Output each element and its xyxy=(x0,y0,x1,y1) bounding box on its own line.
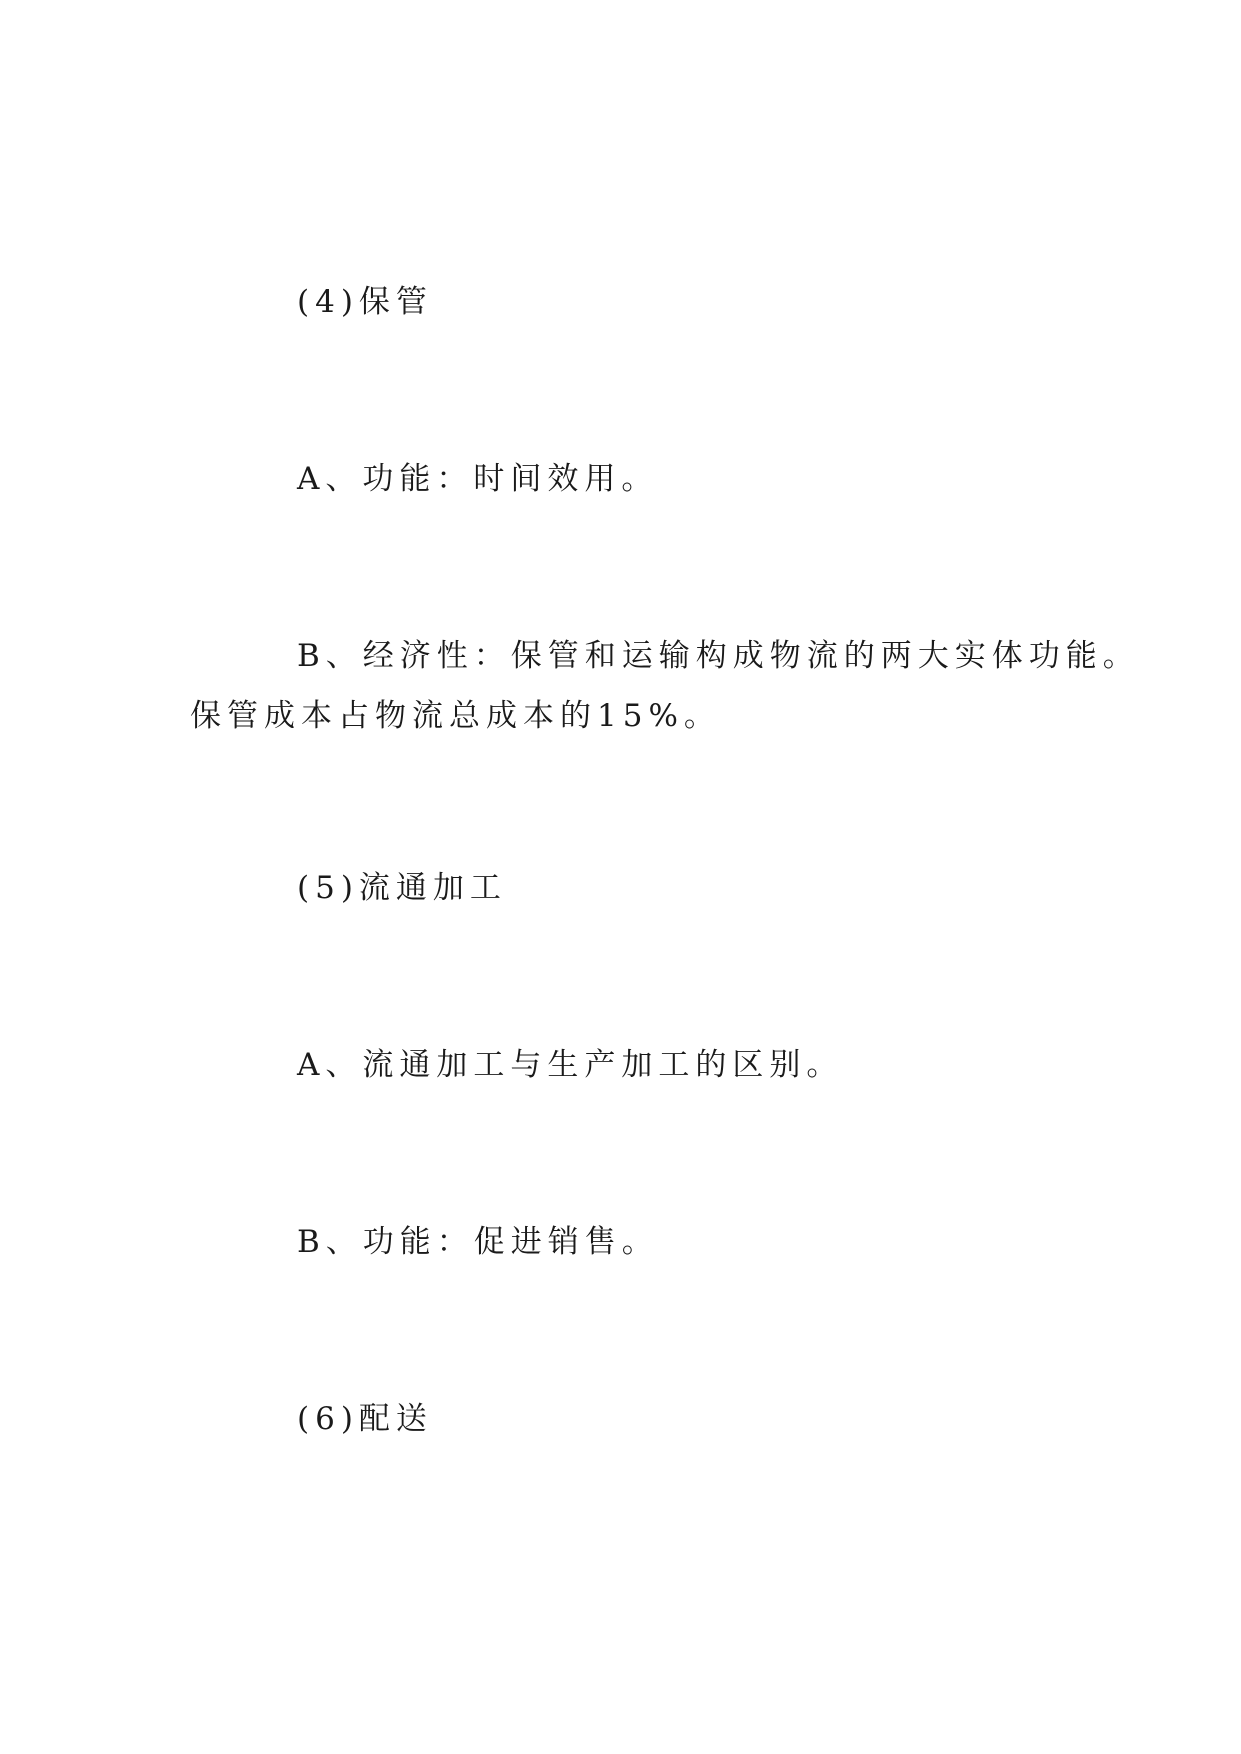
processing-difference-paragraph: A、流通加工与生产加工的区别。 xyxy=(297,1047,844,1083)
section-heading-storage: (4)保管 xyxy=(297,284,433,320)
processing-function-paragraph: B、功能：促进销售。 xyxy=(297,1224,659,1260)
section-heading-processing: (5)流通加工 xyxy=(297,870,507,906)
storage-function-paragraph: A、功能：时间效用。 xyxy=(297,461,659,497)
section-heading-delivery: (6)配送 xyxy=(297,1401,433,1437)
storage-economy-paragraph-continued: 保管成本占物流总成本的15%。 xyxy=(190,698,721,734)
storage-economy-paragraph: B、经济性：保管和运输构成物流的两大实体功能。 xyxy=(297,638,1140,674)
